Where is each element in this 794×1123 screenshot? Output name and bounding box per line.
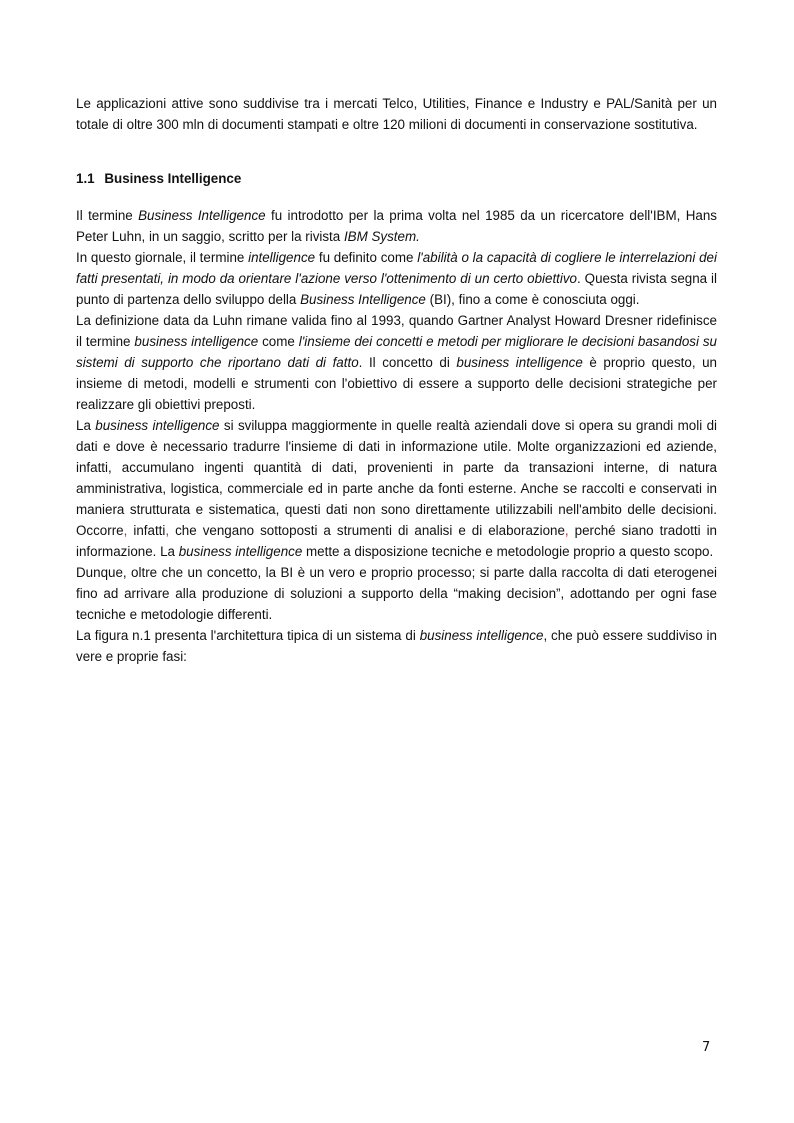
p6-text-2: , che può essere suddiviso in vere e proprie fasi: xyxy=(76,628,717,664)
p2-italic-3: Business Intelligence xyxy=(300,292,426,307)
p6-text-1: La figura n.1 presenta l'architettura tipica di un sistema di xyxy=(76,628,420,643)
p1-text-1: Il termine xyxy=(76,208,139,223)
p2-italic-1: intelligence xyxy=(248,250,316,265)
p2-text-3: . Questa rivista segna il punto di partenza dello sviluppo della xyxy=(76,271,717,307)
p2-text-4: (BI), fino a come è conosciuta oggi. xyxy=(425,292,640,307)
p4-text-1: La xyxy=(76,418,96,433)
paragraph-6 xyxy=(76,625,717,667)
p4-text-3: infatti xyxy=(127,523,166,538)
p2-italic-2: l'abilità o la capacità di cogliere le interrelazioni dei fatti presentati, in modo da orientare l'azione verso l'ottenimento di un certo obiettivo xyxy=(76,250,717,286)
p4-text-4: che vengano sottoposti a strumenti di analisi e di elaborazione xyxy=(169,523,565,538)
intro-paragraph xyxy=(76,93,717,135)
p4-text-2: si sviluppa maggiormente in quelle realtà aziendali dove si opera su grandi moli di dati e dove è necessario tradurre l'insieme di dati in informazione utile. Molte organizzazioni ed aziende, infatti, accumulano ingenti quantità di dati, provenienti in parte da transazioni interne, di natura amministrativa, logistica, commerciale ed in parte anche da fonti esterne. Anche se raccolti e conservati in maniera strutturata e sistematica, questi dati non sono direttamente utilizzabili nell'ambito delle decisioni. Occorre xyxy=(76,418,717,538)
paragraph-5: Dunque, oltre che un concetto, la BI è un vero e proprio processo; si parte dalla raccolta di dati eterogenei fino ad arrivare alla produzione di soluzioni a supporto della “making decision”, adottando per ogni fase tecniche e metodologie differenti. xyxy=(76,565,717,622)
p4-text-6: mette a disposizione tecniche e metodologie proprio a questo scopo. xyxy=(302,544,714,559)
p4-comma-1: , xyxy=(123,523,128,538)
section-title: Business Intelligence xyxy=(104,171,242,186)
paragraph-3 xyxy=(76,310,717,415)
section-body xyxy=(76,205,717,667)
p1-text-2: fu introdotto per la prima volta nel 1985 da un ricercatore dell'IBM, Hans Peter Luhn, in un saggio, scritto per la rivista xyxy=(76,208,717,244)
p4-comma-2: , xyxy=(165,523,170,538)
p2-text-1: In questo giornale, il termine xyxy=(76,250,249,265)
p3-italic-3: business intelligence xyxy=(456,355,583,370)
p1-italic-1: Business Intelligence xyxy=(138,208,266,223)
p3-text-3: . Il concetto di xyxy=(358,355,457,370)
intro-text: Le applicazioni attive sono suddivise tra i mercati Telco, Utilities, Finance e Industry e PAL/Sanità per un totale di oltre 300 mln di documenti stampati e oltre 120 milioni di documenti in conservazione sostitutiva. xyxy=(76,96,717,132)
p4-italic-1: business intelligence xyxy=(95,418,220,433)
section-heading xyxy=(76,171,241,186)
p3-italic-2: l'insieme dei concetti e metodi per migliorare le decisioni basandosi su sistemi di supporto che riportano dati di fatto xyxy=(76,334,717,370)
paragraph-4 xyxy=(76,415,717,562)
p3-italic-1: business intelligence xyxy=(134,334,259,349)
p3-text-1: La definizione data da Luhn rimane valida fino al 1993, quando Gartner Analyst Howard Dresner ridefinisce il termine xyxy=(76,313,717,349)
p6-italic-1: business intelligence xyxy=(419,628,544,643)
paragraph-1 xyxy=(76,205,717,247)
p4-comma-3: , xyxy=(564,523,569,538)
p3-text-4: è proprio questo, un insieme di metodi, modelli e strumenti con l'obiettivo di essere a supporto delle decisioni strategiche per realizzare gli obiettivi preposti. xyxy=(76,355,717,412)
paragraph-2 xyxy=(76,247,717,310)
p3-text-2: come xyxy=(258,334,299,349)
p4-italic-2: business intelligence xyxy=(178,544,303,559)
p4-text-5: perché siano tradotti in informazione. La xyxy=(76,523,717,559)
p2-text-2: fu definito come xyxy=(315,250,418,265)
section-number: 1.1 xyxy=(76,171,95,186)
page-number: 7 xyxy=(702,1040,711,1055)
p1-italic-2: IBM System. xyxy=(343,229,420,244)
